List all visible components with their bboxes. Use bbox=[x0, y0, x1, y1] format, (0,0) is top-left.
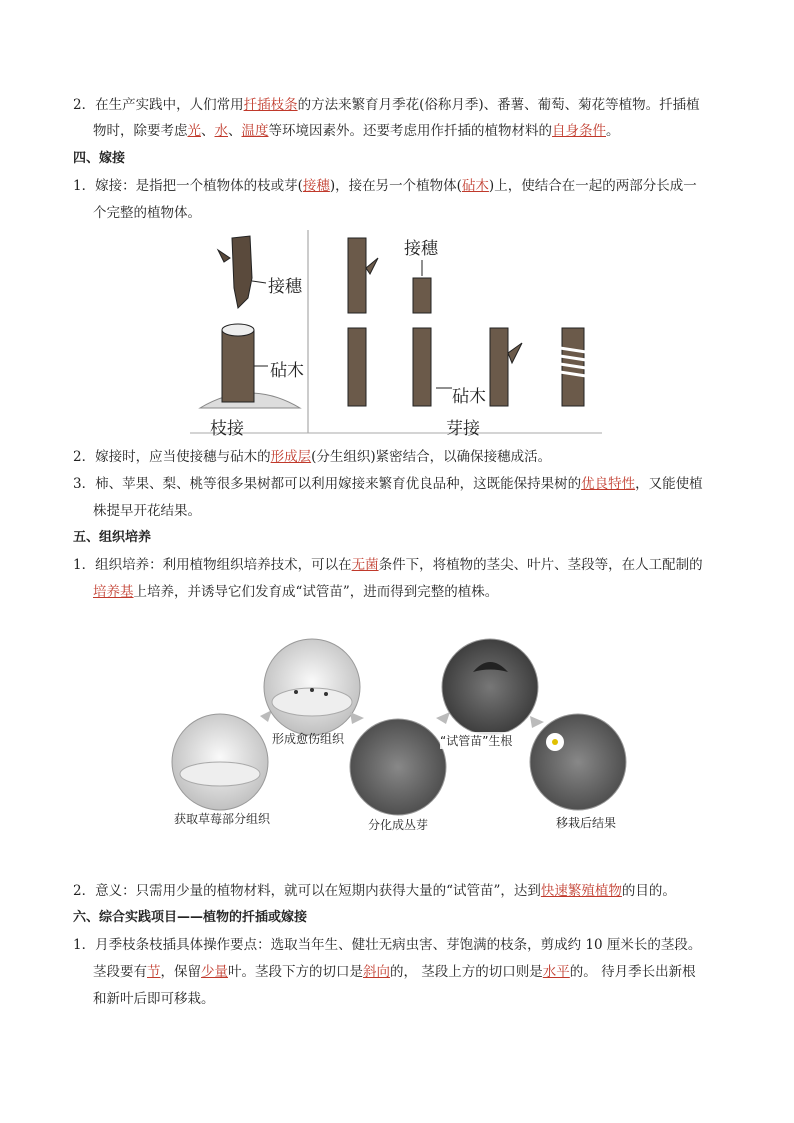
p7-line2: 茎段要有节，保留少量叶。茎段下方的切口是斜向的， 茎段上方的切口则是水平的。 待月季长出新根 bbox=[93, 964, 696, 980]
strawberry-plant-icon bbox=[530, 714, 626, 810]
p7-line1: 1．月季枝条枝插具体操作要点：选取当年生、健壮无病虫害、芽饱满的枝条，剪成约 10 厘米长的茎段。 bbox=[73, 937, 702, 953]
rooting-plantlet-icon bbox=[442, 639, 538, 735]
label-step-2: 形成愈伤组织 bbox=[272, 732, 345, 746]
p4-line2: 株提早开花结果。 bbox=[93, 503, 201, 519]
arrow-icon bbox=[350, 712, 364, 724]
arrow-icon bbox=[436, 712, 450, 724]
p3-line1: 2．嫁接时，应当使接穗与砧木的形成层(分生组织)紧密结合，以确保接穗成活。 bbox=[73, 449, 552, 465]
label-bud-grafting: 芽接 bbox=[446, 419, 480, 439]
tissue-culture-illustration bbox=[168, 632, 633, 837]
grafting-figure bbox=[190, 228, 602, 439]
p1-line1: 2．在生产实践中，人们常用扦插枝条的方法来繁育月季花(俗称月季)、番薯、葡萄、菊花等植物。扦插植 bbox=[73, 97, 700, 113]
label-step-3: 分化成丛芽 bbox=[368, 818, 429, 832]
p4-line1: 3．柿、苹果、梨、桃等很多果树都可以利用嫁接来繁育优良品种，这既能保持果树的优良特性，又能使植 bbox=[73, 476, 703, 492]
p7-line3: 和新叶后即可移栽。 bbox=[93, 991, 215, 1007]
p5-line2: 培养基上培养，并诱导它们发育成“试管苗”，进而得到完整的植株。 bbox=[93, 584, 499, 600]
bud-graft-stock-3-icon bbox=[490, 328, 522, 406]
tissue-culture-figure bbox=[168, 632, 633, 837]
section-heading-grafting: 四、嫁接 bbox=[73, 151, 126, 166]
label-scion: 接穗 bbox=[268, 277, 302, 297]
p1-line2: 物时，除要考虑光、水、温度等环境因素外。还要考虑用作扦插的植物材料的自身条件。 bbox=[93, 123, 620, 139]
section-heading-practice: 六、综合实践项目——植物的扦插或嫁接 bbox=[73, 910, 308, 925]
p2-line1: 1．嫁接：是指把一个植物体的枝或芽(接穗)，接在另一个植物体(砧木)上，使结合在一起的两部分长成一 bbox=[73, 178, 697, 194]
petri-dish-tissue-icon bbox=[172, 714, 268, 810]
p6-line1: 2．意义：只需用少量的植物材料，就可以在短期内获得大量的“试管苗”，达到快速繁殖植物的目的。 bbox=[73, 883, 676, 899]
petri-dish-callus-icon bbox=[264, 639, 360, 735]
label-scion-bud: 接穗 bbox=[404, 239, 438, 259]
shoot-cluster-icon bbox=[350, 719, 446, 815]
label-branch-grafting: 枝接 bbox=[210, 419, 244, 439]
bud-graft-bound-icon bbox=[560, 328, 586, 406]
scion-twig-icon bbox=[218, 236, 266, 308]
label-step-1: 获取草莓部分组织 bbox=[174, 812, 271, 826]
section-heading-tissue-culture: 五、组织培养 bbox=[73, 530, 152, 545]
arrow-icon bbox=[260, 710, 272, 722]
arrow-icon bbox=[530, 716, 544, 728]
label-step-5: 移栽后结果 bbox=[556, 816, 617, 830]
bud-graft-stock-1-icon bbox=[348, 238, 378, 406]
p2-line2: 个完整的植物体。 bbox=[93, 205, 201, 221]
bud-scion-icon bbox=[413, 260, 452, 406]
label-step-4: “试管苗”生根 bbox=[440, 734, 513, 748]
label-stock-bud: 砧木 bbox=[452, 387, 486, 407]
label-stock: 砧木 bbox=[270, 361, 304, 381]
grafting-illustration bbox=[190, 228, 602, 436]
p5-line1: 1．组织培养：利用植物组织培养技术，可以在无菌条件下，将植物的茎尖、叶片、茎段等，在人工配制的 bbox=[73, 557, 703, 573]
